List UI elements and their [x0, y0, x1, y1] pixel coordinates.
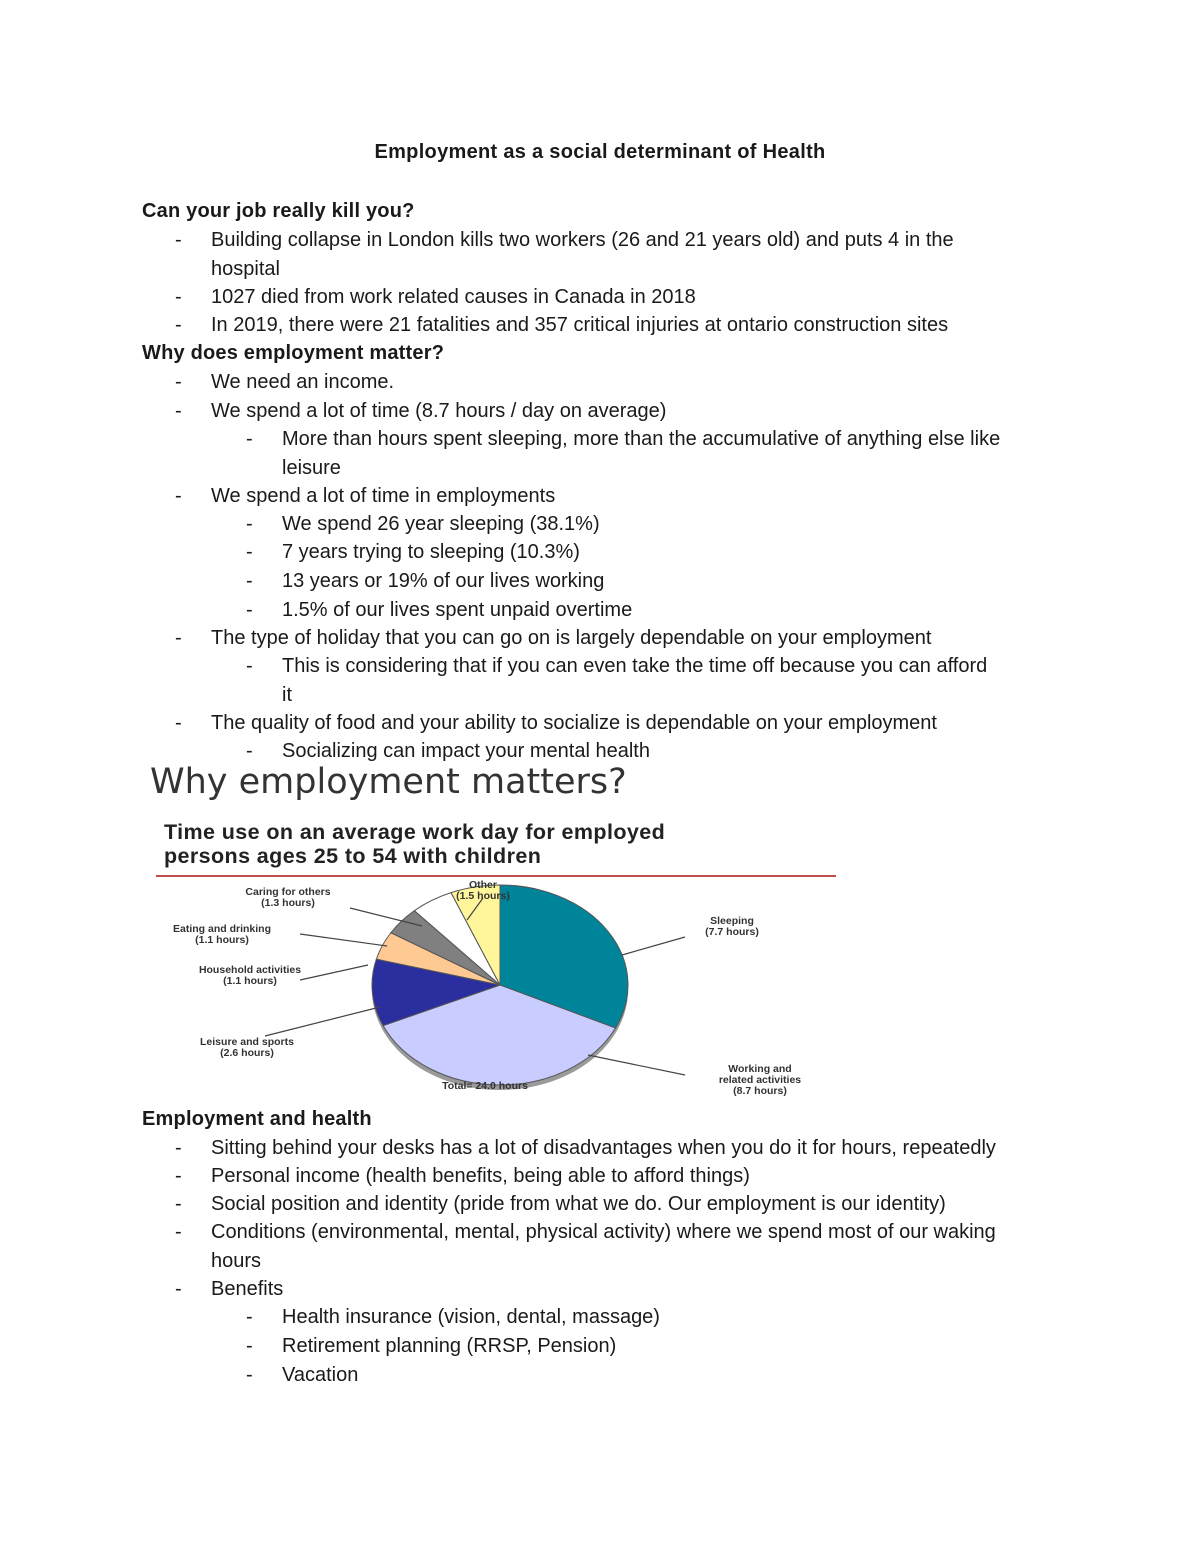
slice-label: (1.3 hours): [261, 897, 315, 909]
list-item: - Sitting behind your desks has a lot of disadvantages when you do it for hours, repeatedly: [211, 1134, 1071, 1163]
bullet-dash: -: [175, 1193, 182, 1215]
list-item: - Personal income (health benefits, being able to afford things): [211, 1162, 1071, 1191]
bullet-dash: -: [175, 712, 182, 734]
sub-list-item: - We spend 26 year sleeping (38.1%): [282, 510, 1072, 539]
chart-title: Time use on an average work day for employed persons ages 25 to 54 with children: [164, 820, 666, 868]
bullet-dash: -: [175, 627, 182, 649]
list-item: - The quality of food and your ability to socialize is dependable on your employment: [211, 709, 1071, 738]
bullet-dash: -: [175, 286, 182, 308]
bullet-dash: -: [246, 513, 253, 535]
sub-list-item: - 13 years or 19% of our lives working: [282, 567, 1072, 596]
bullet-dash: -: [175, 1278, 182, 1300]
slice-label: related activities: [718, 1074, 802, 1086]
bullet-dash: -: [175, 1137, 182, 1159]
leader-line: [265, 1007, 380, 1036]
bullet-dash: -: [175, 229, 182, 251]
bullet-dash: -: [175, 371, 182, 393]
leader-line: [622, 937, 685, 955]
sub-list-item: - Socializing can impact your mental health: [282, 737, 1072, 766]
sub-list-item: - Health insurance (vision, dental, massage): [282, 1303, 1072, 1332]
slice-label: (7.7 hours): [705, 926, 759, 938]
sub-list-item: - 1.5% of our lives spent unpaid overtime: [282, 596, 1072, 625]
bullet-dash: -: [246, 655, 253, 677]
list-item: - Building collapse in London kills two workers (26 and 21 years old) and puts 4 in the hospital: [211, 226, 1071, 283]
bullet-dash: -: [246, 1335, 253, 1357]
list-item: - Social position and identity (pride from what we do. Our employment is our identity): [211, 1190, 1071, 1219]
bullet-dash: -: [246, 1364, 253, 1386]
leader-line: [588, 1055, 685, 1075]
bullet-dash: -: [175, 314, 182, 336]
bullet-dash: -: [175, 400, 182, 422]
leader-line: [300, 965, 368, 980]
bullet-dash: -: [246, 570, 253, 592]
bullet-dash: -: [246, 1306, 253, 1328]
sub-list-item: - 7 years trying to sleeping (10.3%): [282, 538, 1072, 567]
bullet-dash: -: [175, 1221, 182, 1243]
slice-label: Leisure and sports: [200, 1036, 294, 1048]
sub-list-item: - This is considering that if you can even take the time off because you can afford it: [282, 652, 1072, 709]
slice-label: Other: [468, 879, 498, 891]
document-title: Employment as a social determinant of Health: [374, 141, 826, 163]
slice-label: (8.7 hours): [733, 1085, 787, 1097]
slice-label: Sleeping: [710, 915, 754, 927]
slice-label: Household activities: [198, 964, 302, 976]
list-item: - The type of holiday that you can go on is largely dependable on your employment: [211, 624, 1071, 653]
slice-label: (1.1 hours): [195, 934, 249, 946]
slice-label: Working and: [728, 1063, 792, 1075]
list-item: - In 2019, there were 21 fatalities and 357 critical injuries at ontario construction sites: [211, 311, 1071, 340]
sub-list-item: - More than hours spent sleeping, more than the accumulative of anything else like leisure: [282, 425, 1072, 482]
list-item: - Benefits: [211, 1275, 1071, 1304]
section-heading-employment-health: Employment and health: [142, 1108, 372, 1130]
bullet-dash: -: [246, 541, 253, 563]
sub-list-item: - Vacation: [282, 1361, 1072, 1390]
list-item: - We spend a lot of time in employments: [211, 482, 1071, 511]
slice-label: Eating and drinking: [172, 923, 272, 935]
section-heading-why-employment: Why does employment matter?: [142, 342, 445, 364]
bullet-dash: -: [246, 428, 253, 450]
bullet-dash: -: [175, 1165, 182, 1187]
list-item: - We spend a lot of time (8.7 hours / day on average): [211, 397, 1071, 426]
bullet-dash: -: [246, 740, 253, 762]
figure-heading: Why employment matters?: [150, 762, 627, 802]
pie-chart-figure: [140, 762, 860, 1102]
bullet-dash: -: [175, 485, 182, 507]
list-item: - Conditions (environmental, mental, physical activity) where we spend most of our waking hours: [211, 1218, 1071, 1275]
bullet-dash: -: [246, 599, 253, 621]
section-heading-job-kill: Can your job really kill you?: [142, 200, 415, 222]
total-label: Total= 24.0 hours: [442, 1080, 528, 1092]
leader-line: [300, 934, 387, 946]
pie-chart: [140, 762, 860, 1102]
sub-list-item: - Retirement planning (RRSP, Pension): [282, 1332, 1072, 1361]
slice-label: (2.6 hours): [220, 1047, 274, 1059]
slice-label: (1.5 hours): [456, 890, 510, 902]
list-item: - We need an income.: [211, 368, 1071, 397]
slice-label: (1.1 hours): [223, 975, 277, 987]
slice-label: Caring for others: [245, 886, 331, 898]
list-item: - 1027 died from work related causes in Canada in 2018: [211, 283, 1071, 312]
